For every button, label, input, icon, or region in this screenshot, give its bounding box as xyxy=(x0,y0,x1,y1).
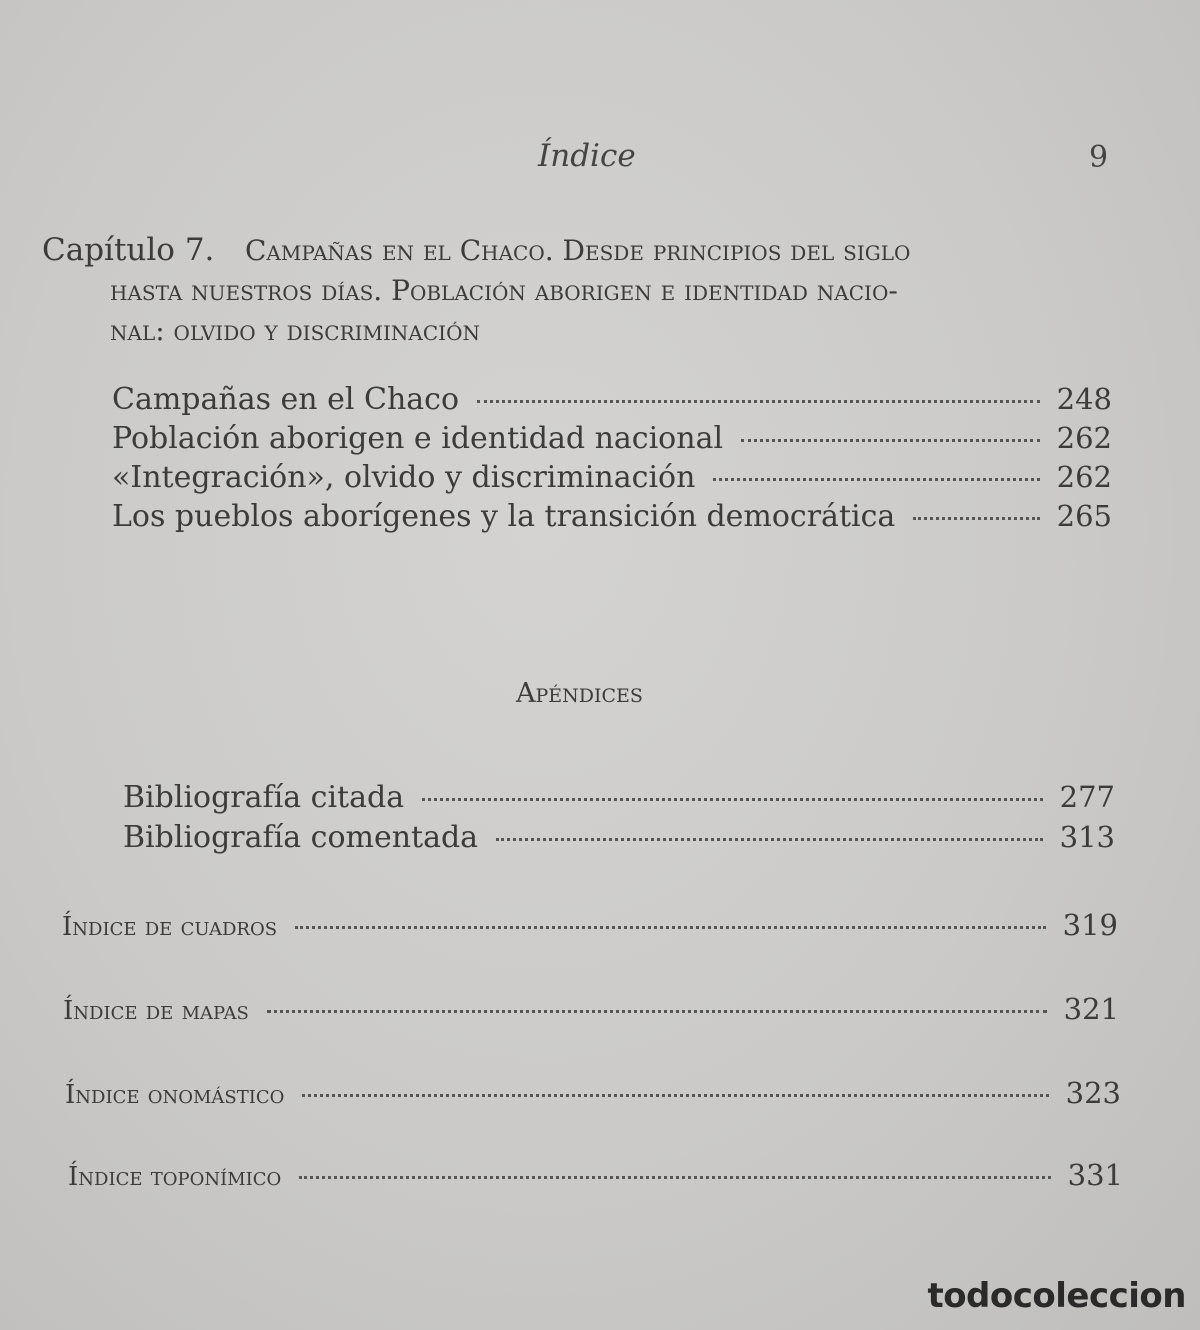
toc-entry-text: Índice de mapas xyxy=(63,996,249,1026)
toc-entry-text: Bibliografía citada xyxy=(123,780,405,815)
dot-leader xyxy=(913,517,1040,520)
toc-entry-text: «Integración», olvido y discriminación xyxy=(112,460,696,495)
toc-entry-page: 262 xyxy=(1056,421,1112,455)
toc-entry-page: 265 xyxy=(1056,499,1112,533)
chapter-title-line-3: nal: olvido y discriminación xyxy=(110,314,480,347)
dot-leader xyxy=(477,400,1040,403)
toc-entry-page: 277 xyxy=(1059,780,1115,814)
toc-entry-page: 313 xyxy=(1059,820,1115,854)
toc-entry xyxy=(112,421,1112,461)
toc-entry xyxy=(123,820,1115,860)
chapter-label: Capítulo 7. xyxy=(42,232,215,268)
dot-leader xyxy=(302,1094,1049,1097)
toc-entry-page: 321 xyxy=(1063,992,1119,1026)
toc-entry xyxy=(123,780,1115,820)
dot-leader xyxy=(713,478,1040,481)
toc-entry-page: 331 xyxy=(1067,1158,1123,1192)
dot-leader xyxy=(496,838,1043,841)
toc-entry-text: Población aborigen e identidad nacional xyxy=(112,421,724,456)
toc-entry-page: 262 xyxy=(1056,460,1112,494)
chapter-title-line-1: Campañas en el Chaco. Desde principios del siglo xyxy=(245,234,911,267)
toc-entry xyxy=(62,908,1118,948)
dot-leader xyxy=(267,1010,1047,1013)
dot-leader xyxy=(295,926,1046,929)
toc-entry xyxy=(112,460,1112,500)
toc-entry-page: 319 xyxy=(1062,908,1118,942)
toc-entry-text: Índice de cuadros xyxy=(62,912,278,942)
toc-entry xyxy=(65,1076,1121,1116)
dot-leader xyxy=(422,798,1043,801)
toc-entry-text: Bibliografía comentada xyxy=(123,820,479,855)
appendices-heading: Apéndices xyxy=(516,678,643,709)
toc-entry xyxy=(63,992,1119,1032)
toc-entry-text: Índice onomástico xyxy=(65,1080,285,1110)
toc-entry-text: Campañas en el Chaco xyxy=(112,382,460,417)
toc-entry-page: 323 xyxy=(1065,1076,1121,1110)
toc-entry xyxy=(112,382,1112,422)
dot-leader xyxy=(741,439,1040,442)
dot-leader xyxy=(299,1176,1051,1179)
watermark-logo: todocoleccion xyxy=(927,1276,1186,1316)
toc-entry xyxy=(112,499,1112,539)
toc-entry-text: Índice toponímico xyxy=(68,1162,282,1192)
chapter-title-line-2: hasta nuestros días. Población aborigen e identidad nacio- xyxy=(110,274,898,307)
toc-entry-text: Los pueblos aborígenes y la transición democrática xyxy=(112,499,896,534)
running-header-title: Índice xyxy=(538,138,636,174)
toc-entry-page: 248 xyxy=(1056,382,1112,416)
page-number: 9 xyxy=(1089,140,1109,175)
toc-entry xyxy=(68,1158,1123,1198)
